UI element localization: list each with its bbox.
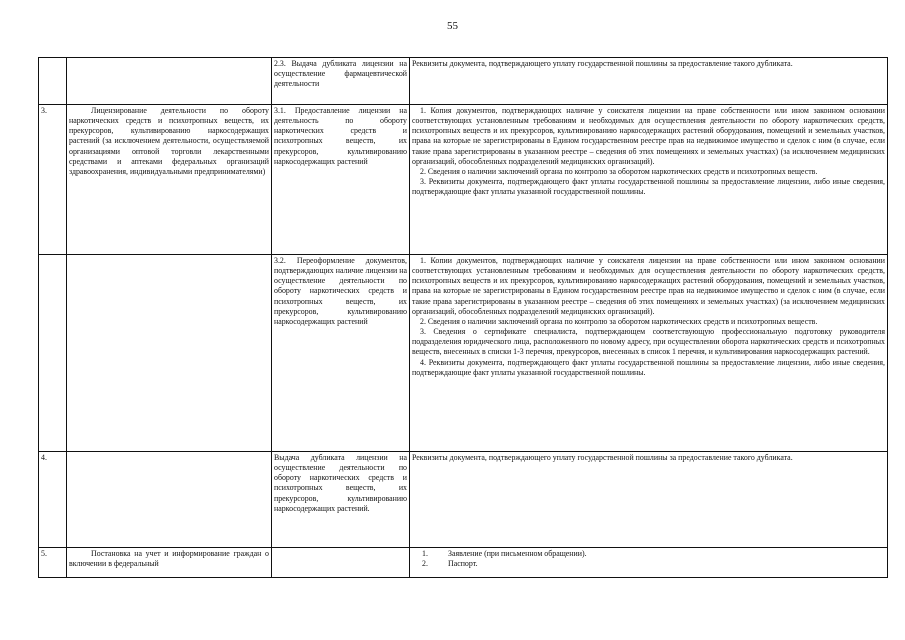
item-number: 1. (422, 549, 428, 558)
document-item: 2. Сведения о наличии заключений органа по контролю за оборотом наркотических средств и психотропных веществ. (420, 316, 818, 326)
item-text: Паспорт. (448, 559, 478, 569)
document-item (412, 559, 885, 569)
document-item: 1. Копия документов, подтверждающих наличие у соискателя лицензии на праве собственности или ином законном основании соответствующих установленным требованиям и необходимых для осуществления деятельности по обороту наркотических средств, психотропных веществ и их прекурсоров, культивированию наркосодержащих растений оборудования, помещений и земельных участков, права на которые не зарегистрированы в Едином государственном реестре прав на недвижимое имущество и сделок с ним (в случае, если такие права зарегистрированы в указанном реестре – сведения об этих помещениях и земельных участках) (за исключением медицинских организаций, обособленных подразделений медицинских организаций). (412, 106, 885, 166)
required-documents (410, 452, 888, 548)
required-documents (410, 105, 888, 255)
required-documents (410, 548, 888, 578)
table-row (39, 255, 888, 452)
document-item: 3. Реквизиты документа, подтверждающего факт уплаты государственной пошлины за предоставление лицензии, либо иные сведения, подтверждающие факт уплаты указанной государственной пошлины. (412, 177, 885, 197)
table-row (39, 58, 888, 105)
subservice-name: 3.1. Предоставление лицензии на деятельность по обороту наркотических средств и психотропных веществ, их прекурсоров, культивированию наркосодержащих растений (272, 105, 410, 255)
table-row (39, 105, 888, 255)
item-text: Заявление (при письменном обращении). (448, 549, 587, 558)
service-name (67, 452, 272, 548)
subservice-name: 2.3. Выдача дубликата лицензии на осуществление фармацевтической деятельности (272, 58, 410, 105)
page-number: 55 (447, 20, 458, 32)
row-number: 3. (39, 105, 67, 255)
row-number (39, 255, 67, 452)
row-number (39, 58, 67, 105)
table-row (39, 452, 888, 548)
document-item: Реквизиты документа, подтверждающего уплату государственной пошлины за предоставление такого дубликата. (412, 453, 793, 462)
row-number: 5. (39, 548, 67, 578)
subservice-name: Выдача дубликата лицензии на осуществление деятельности по обороту наркотических средств и психотропных веществ, их прекурсоров, культивированию наркосодержащих растений. (272, 452, 410, 548)
service-name (67, 58, 272, 105)
row-number: 4. (39, 452, 67, 548)
table-row (39, 548, 888, 578)
document-item: Реквизиты документа, подтверждающего уплату государственной пошлины за предоставление такого дубликата. (412, 59, 793, 68)
item-number: 2. (422, 559, 428, 569)
document-item (412, 549, 885, 559)
document-item: 2. Сведения о наличии заключений органа по контролю за оборотом наркотических средств и психотропных веществ. (420, 166, 818, 176)
service-name: Постановка на учет и информирование граждан о включении в федеральный (67, 548, 272, 578)
service-name (67, 255, 272, 452)
document-item: 1. Копии документов, подтверждающих наличие у соискателя лицензии на праве собственности или ином законном основании соответствующих установленным требованиям и необходимых для осуществления деятельности по обороту наркотических средств, психотропных веществ и их прекурсоров, культивированию наркосодержащих растений оборудования, помещений и земельных участков, права на которые не зарегистрированы в Едином государственном реестре прав на недвижимое имущество и сделок с ним (в случае, если такие права зарегистрированы в указанном реестре – сведения об этих помещениях и земельных участках) (за исключением медицинских организаций, обособленных подразделений медицинских организаций). (412, 256, 885, 316)
subservice-name: 3.2. Переоформление документов, подтверждающих наличие лицензии на осуществление деятельности по обороту наркотических средств и психотропных веществ, их прекурсоров, культивированию наркосодержащих растений (272, 255, 410, 452)
document-item: 4. Реквизиты документа, подтверждающего факт уплаты государственной пошлины за предоставление лицензии, либо иные сведения, подтверждающие факт уплаты указанной государственной пошлины. (412, 357, 885, 377)
required-documents (410, 255, 888, 452)
service-name: Лицензирование деятельности по обороту наркотических средств и психотропных веществ, их прекурсоров, культивированию наркосодержащих растений (за исключением деятельности, осуществляемой организациями оптовой торговли лекарственными средствами и аптеками федеральных организаций здравоохранения, индивидуальными предпринимателями) (67, 105, 272, 255)
document-item: 3. Сведения о сертификате специалиста, подтверждающем соответствующую профессиональную подготовку руководителя подразделения юридического лица, расположенного по новому адресу, при осуществлении оборота наркотических средств и психотропных веществ, внесенных в списки 1-3 перечня, прекурсоров, внесенных в список 1 перечня, и культивирования наркосодержащих растений. (412, 327, 885, 357)
subservice-name (272, 548, 410, 578)
required-documents (410, 58, 888, 105)
services-table (38, 57, 888, 578)
